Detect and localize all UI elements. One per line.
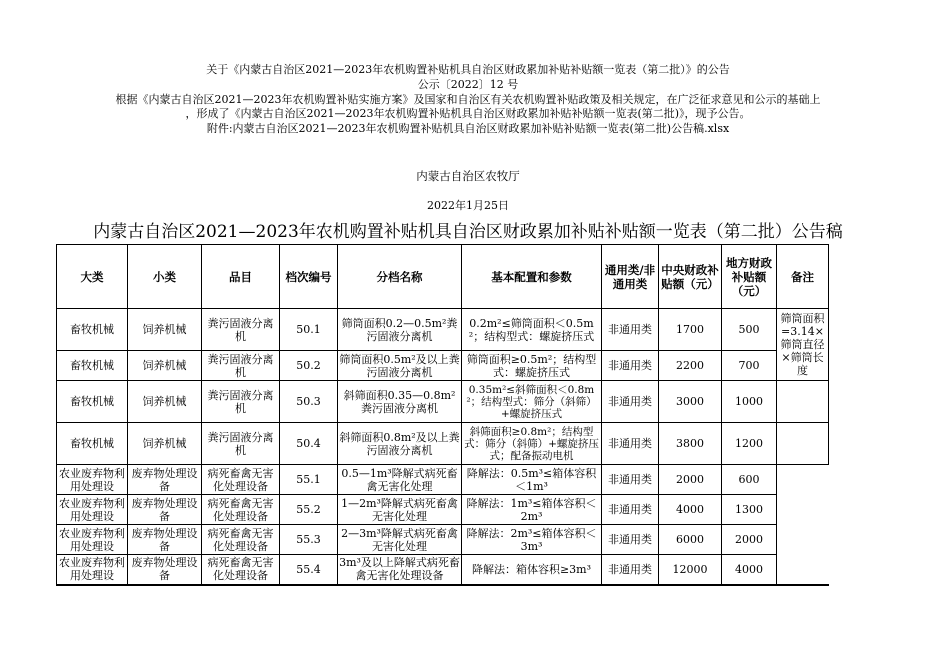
header-local-subsidy: 地方财政补贴额（元） bbox=[722, 245, 777, 309]
cell-grade-code: 50.3 bbox=[280, 381, 338, 423]
cell-config-params: 降解法：0.5m³≤箱体容积＜1m³ bbox=[462, 465, 602, 495]
header-grade-code: 档次编号 bbox=[280, 245, 338, 309]
cell-config-params: 斜筛面积≥0.8m²；结构型式：筛分（斜筛）+螺旋挤压式；配备振动电机 bbox=[462, 423, 602, 465]
cell-config-params: 筛筒面积≥0.5m²；结构型式：螺旋挤压式 bbox=[462, 351, 602, 381]
header-grade-name: 分档名称 bbox=[338, 245, 462, 309]
cell-item: 粪污固液分离机 bbox=[202, 381, 280, 423]
cell-subcategory: 废弃物处理设备 bbox=[128, 465, 202, 495]
cell-remarks-empty bbox=[777, 525, 829, 555]
cell-category: 畜牧机械 bbox=[57, 351, 128, 381]
cell-general-type: 非通用类 bbox=[602, 465, 659, 495]
cell-central-subsidy: 2000 bbox=[659, 465, 722, 495]
header-subcategory: 小类 bbox=[128, 245, 202, 309]
cell-grade-code: 55.3 bbox=[280, 525, 338, 555]
cell-config-params: 0.35m²≤斜筛面积＜0.8m²；结构型式：筛分（斜筛）+螺旋挤压式 bbox=[462, 381, 602, 423]
cell-remarks-empty bbox=[777, 555, 829, 585]
cell-grade-code: 50.4 bbox=[280, 423, 338, 465]
cell-grade-code: 55.4 bbox=[280, 555, 338, 585]
cell-item: 病死畜禽无害化处理设备 bbox=[202, 465, 280, 495]
cell-grade-code: 55.1 bbox=[280, 465, 338, 495]
header-config-params: 基本配置和参数 bbox=[462, 245, 602, 309]
cell-category: 农业废弃物利用处理设 bbox=[57, 525, 128, 555]
table-row bbox=[57, 465, 829, 495]
cell-central-subsidy: 4000 bbox=[659, 495, 722, 525]
cell-subcategory: 废弃物处理设备 bbox=[128, 525, 202, 555]
cell-grade-name: 筛筒面积0.5m²及以上粪污固液分离机 bbox=[339, 352, 460, 379]
cell-grade-name: 1—2m³降解式病死畜禽无害化处理 bbox=[338, 495, 462, 525]
notice-number: 公示〔2022〕12 号 bbox=[417, 78, 519, 91]
table-row bbox=[57, 423, 829, 465]
cell-category: 畜牧机械 bbox=[57, 381, 128, 423]
cell-local-subsidy: 1000 bbox=[722, 381, 777, 423]
cell-general-type: 非通用类 bbox=[602, 309, 659, 351]
table-row bbox=[57, 381, 829, 423]
cell-subcategory: 饲养机械 bbox=[128, 423, 202, 465]
cell-category: 农业废弃物利用处理设 bbox=[57, 495, 128, 525]
cell-local-subsidy: 4000 bbox=[722, 555, 777, 585]
cell-grade-name: 0.5—1m³降解式病死畜禽无害化处理 bbox=[338, 465, 462, 495]
cell-general-type: 非通用类 bbox=[602, 495, 659, 525]
cell-local-subsidy: 1300 bbox=[722, 495, 777, 525]
subsidy-table bbox=[56, 244, 829, 586]
table-row bbox=[57, 351, 829, 381]
cell-item: 粪污固液分离机 bbox=[202, 423, 280, 465]
cell-category: 农业废弃物利用处理设 bbox=[57, 465, 128, 495]
cell-local-subsidy: 500 bbox=[722, 309, 777, 351]
cell-central-subsidy: 2200 bbox=[659, 351, 722, 381]
header-remarks: 备注 bbox=[777, 245, 829, 309]
cell-subcategory: 饲养机械 bbox=[128, 351, 202, 381]
notice-body-line-1: 根据《内蒙古自治区2021—2023年农机购置补贴实施方案》及国家和自治区有关农机购置补贴政策及相关规定，在广泛征求意见和公示的基础上 bbox=[115, 93, 821, 106]
cell-central-subsidy: 3800 bbox=[659, 423, 722, 465]
cell-general-type: 非通用类 bbox=[602, 525, 659, 555]
cell-grade-name: 斜筛面积0.8m²及以上粪污固液分离机 bbox=[338, 423, 462, 465]
cell-central-subsidy: 3000 bbox=[659, 381, 722, 423]
cell-item: 粪污固液分离机 bbox=[202, 351, 280, 381]
notice-title: 关于《内蒙古自治区2021—2023年农机购置补贴机具自治区财政累加补贴补贴额一览表（第二批）》的公告 bbox=[206, 63, 730, 76]
issuer-signature: 内蒙古自治区农牧厅 bbox=[416, 169, 520, 183]
cell-config-params: 降解法：1m³≤箱体容积＜2m³ bbox=[462, 495, 602, 525]
cell-grade-code: 50.1 bbox=[280, 309, 338, 351]
cell-category: 农业废弃物利用处理设 bbox=[57, 555, 128, 585]
table-title: 内蒙古自治区2021—2023年农机购置补贴机具自治区财政累加补贴补贴额一览表（第二批）公告稿 bbox=[93, 222, 843, 242]
cell-grade-name: 3m³及以上降解式病死畜禽无害化处理设备 bbox=[338, 555, 462, 585]
cell-general-type: 非通用类 bbox=[602, 351, 659, 381]
cell-grade-name: 2—3m³降解式病死畜禽无害化处理 bbox=[338, 525, 462, 555]
cell-remarks-empty bbox=[777, 381, 829, 423]
cell-item: 病死畜禽无害化处理设备 bbox=[202, 525, 280, 555]
cell-general-type: 非通用类 bbox=[602, 555, 659, 585]
cell-subcategory: 饲养机械 bbox=[128, 309, 202, 351]
header-category: 大类 bbox=[57, 245, 128, 309]
cell-category: 畜牧机械 bbox=[57, 423, 128, 465]
header-general-type: 通用类/非通用类 bbox=[602, 245, 659, 309]
cell-config-params: 降解法：箱体容积≥3m³ bbox=[462, 555, 602, 585]
table-row bbox=[57, 309, 829, 351]
cell-item: 粪污固液分离机 bbox=[202, 309, 280, 351]
cell-central-subsidy: 12000 bbox=[659, 555, 722, 585]
cell-grade-name: 斜筛面积0.35—0.8m²粪污固液分离机 bbox=[338, 381, 462, 423]
header-item: 品目 bbox=[202, 245, 280, 309]
issue-date: 2022年1月25日 bbox=[427, 199, 509, 212]
cell-grade-code: 55.2 bbox=[280, 495, 338, 525]
attachment-link[interactable]: 附件:内蒙古自治区2021—2023年农机购置补贴机具自治区财政累加补贴补贴额一览表(第二批)公告稿.xlsx bbox=[206, 122, 730, 135]
header-central-subsidy: 中央财政补贴额（元） bbox=[659, 245, 722, 309]
cell-central-subsidy: 1700 bbox=[659, 309, 722, 351]
cell-local-subsidy: 600 bbox=[722, 465, 777, 495]
cell-category: 畜牧机械 bbox=[57, 309, 128, 351]
table-header-row bbox=[57, 245, 829, 309]
table-row bbox=[57, 525, 829, 555]
cell-central-subsidy: 6000 bbox=[659, 525, 722, 555]
cell-local-subsidy: 2000 bbox=[722, 525, 777, 555]
table-row bbox=[57, 495, 829, 525]
cell-local-subsidy: 700 bbox=[722, 351, 777, 381]
cell-remarks-empty bbox=[777, 495, 829, 525]
cell-general-type: 非通用类 bbox=[602, 381, 659, 423]
table-row bbox=[57, 555, 829, 585]
cell-remarks-empty bbox=[777, 423, 829, 465]
cell-grade-code: 50.2 bbox=[280, 351, 338, 381]
cell-general-type: 非通用类 bbox=[602, 423, 659, 465]
cell-config-params: 降解法：2m³≤箱体容积＜3m³ bbox=[462, 525, 602, 555]
cell-subcategory: 饲养机械 bbox=[128, 381, 202, 423]
cell-local-subsidy: 1200 bbox=[722, 423, 777, 465]
cell-item: 病死畜禽无害化处理设备 bbox=[202, 555, 280, 585]
cell-item: 病死畜禽无害化处理设备 bbox=[202, 495, 280, 525]
cell-config-params: 0.2m²≤筛筒面积＜0.5m²；结构型式：螺旋挤压式 bbox=[462, 309, 602, 351]
cell-grade-name: 筛筒面积0.2—0.5m²粪污固液分离机 bbox=[338, 309, 462, 351]
cell-remarks-empty bbox=[777, 465, 829, 495]
cell-subcategory: 废弃物处理设备 bbox=[128, 495, 202, 525]
cell-remarks: 筛筒面积=3.14×筛筒直径×筛筒长度 bbox=[777, 309, 829, 381]
notice-body-line-2: ，形成了《内蒙古自治区2021—2023年农机购置补贴机具自治区财政累加补贴补贴额一览表(第二批)》，现予公告。 bbox=[185, 107, 751, 120]
cell-subcategory: 废弃物处理设备 bbox=[128, 555, 202, 585]
